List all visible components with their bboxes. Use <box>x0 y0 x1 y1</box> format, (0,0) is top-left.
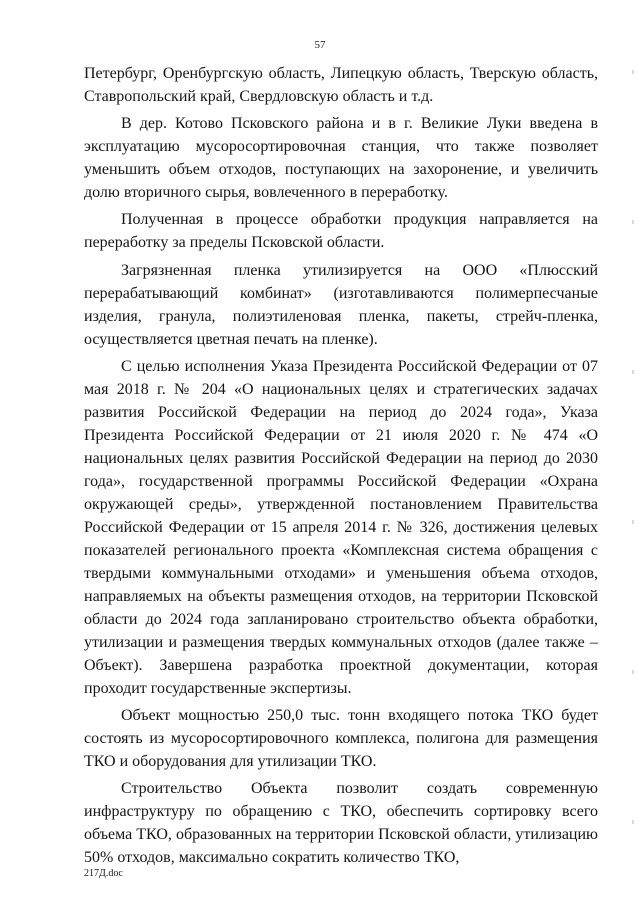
footer-filename: 217Д.doc <box>84 868 123 879</box>
paragraph-4: Загрязненная пленка утилизируется на ООО «Плюсский перерабатывающий комбинат» (изготавливаются полимерпесчаные изделия, гранула, полиэтиленовая пленка, пакеты, стрейч-пленка, осуществляется цветная печать на пленке). <box>84 261 598 348</box>
paragraph-5: С целью исполнения Указа Президента Российской Федерации от 07 мая 2018 г. № 204 «О национальных целях и стратегических задачах развития Российской Федерации на период до 2024 года», Указа Президента Российской Федерации от 21 июля 2020 г. № 474 «О национальных целях развития Российской Федерации на период до 2030 года», государственной программы Российской Федерации «Охрана окружающей среды», утвержденной постановлением Правительства Российской Федерации от 15 апреля 2014 г. № 326, достижения целевых показателей регионального проекта «Комплексная система обращения с твердыми коммунальными отходами» и уменьшения объема отходов, направляемых на объекты размещения отходов, на территории Псковской области до 2024 года запланировано строительство объекта обработки, утилизации и размещения твердых коммунальных отходов (далее также – Объект). Завершена разработка проектной документации, которая проходит государственные экспертизы. <box>84 357 598 697</box>
document-body <box>84 62 598 873</box>
scan-margin-marks <box>632 0 634 905</box>
paragraph-6: Объект мощностью 250,0 тыс. тонн входящего потока ТКО будет состоять из мусоросортировочного комплекса, полигона для размещения ТКО и оборудования для утилизации ТКО. <box>84 706 598 770</box>
paragraph-7: Строительство Объекта позволит создать современную инфраструктуру по обращению с ТКО, обеспечить сортировку всего объема ТКО, образованных на территории Псковской области, утилизацию 50% отходов, максимально сократить количество ТКО, <box>84 780 598 867</box>
paragraph-2: В дер. Котово Псковского района и в г. Великие Луки введена в эксплуатацию мусоросортировочная станция, что также позволяет уменьшить объем отходов, поступающих на захоронение, и увеличить долю вторичного сырья, вовлеченного в переработку. <box>84 115 598 202</box>
paragraph-3: Полученная в процессе обработки продукция направляется на переработку за пределы Псковской области. <box>84 211 598 252</box>
paragraph-1: Петербург, Оренбургскую область, Липецкую область, Тверскую область, Ставропольский край, Свердловскую область и т.д. <box>84 65 598 105</box>
page-number: 57 <box>314 39 326 51</box>
